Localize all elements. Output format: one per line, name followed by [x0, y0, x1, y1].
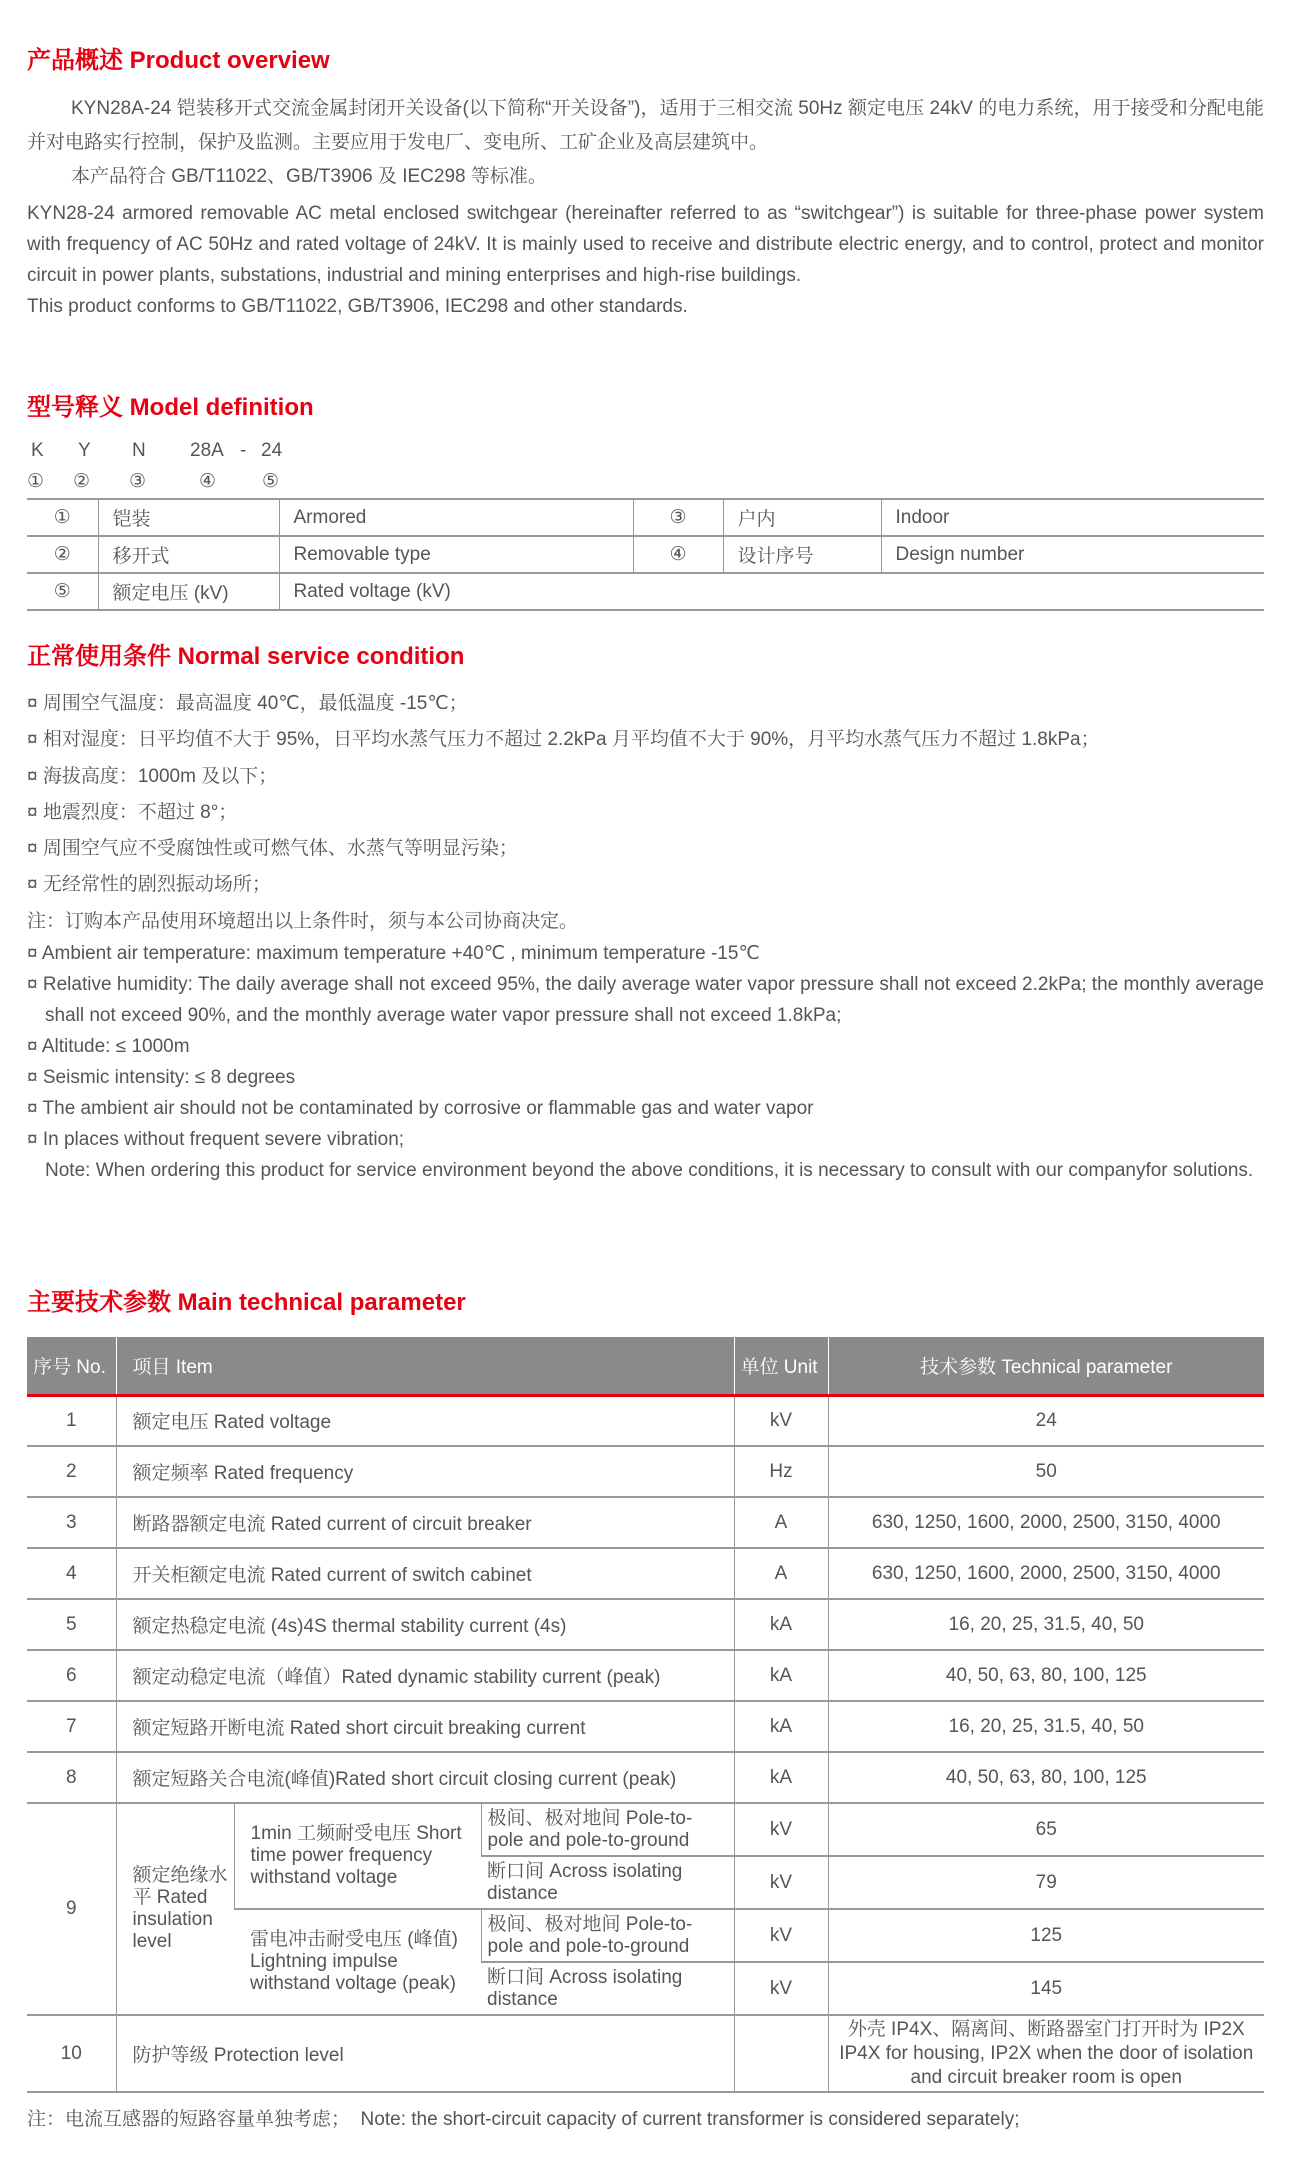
cell-no: 4 — [27, 1548, 116, 1599]
list-item: ¤ Seismic intensity: ≤ 8 degrees — [27, 1067, 296, 1088]
code-circle: ② — [73, 471, 91, 492]
list-item: ¤ Relative humidity: The daily average shall not exceed 95%, the daily average water vapor pressure shall not exceed 2.2kPa; the monthly average shall not exceed 90%, and the monthly average water vapor pressure shall not exceed 1.8kPa; — [27, 974, 1265, 1026]
code-letter: Y — [78, 440, 91, 461]
cell: ② — [27, 536, 98, 573]
code-letter: - — [240, 440, 247, 461]
cell-no: 3 — [27, 1497, 116, 1548]
cell-no: 8 — [27, 1752, 116, 1803]
cell-unit: kA — [734, 1599, 828, 1650]
cell: 户内 — [723, 499, 881, 536]
list-item: ¤ 无经常性的剧烈振动场所； — [27, 874, 271, 896]
cell: Removable type — [279, 536, 633, 573]
list-item: ¤ 海拔高度：1000m 及以下； — [27, 765, 278, 787]
cell: ① — [27, 499, 98, 536]
code-circle: ⑤ — [262, 471, 280, 492]
cell-unit: kV — [734, 1962, 828, 2015]
code-letter: 24 — [261, 440, 283, 461]
table-row — [27, 2015, 1264, 2092]
service-heading: 正常使用条件 Normal service condition — [27, 643, 465, 670]
overview-en-paragraph: KYN28-24 armored removable AC metal enclosed switchgear (hereinafter referred to as “switchgear”) is suitable for three-phase power system with frequency of AC 50Hz and rated voltage of 24kV. It is mainly used to receive and distribute electric energy, and to control, protect and monitor circuit in power plants, substations, industrial and mining enterprises and high-rise buildings. — [27, 203, 1264, 286]
cell-unit: kA — [734, 1752, 828, 1803]
cell-value: 145 — [828, 1962, 1264, 2015]
cell-unit: kV — [734, 1803, 828, 1856]
tech-heading: 主要技术参数 Main technical parameter — [27, 1289, 466, 1316]
overview-cn-standards: 本产品符合 GB/T11022、GB/T3906 及 IEC298 等标准。 — [71, 166, 547, 187]
table-row — [27, 1395, 1264, 1446]
cell-value: 外壳 IP4X、隔离间、断路器室门打开时为 IP2X IP4X for housing, IP2X when the door of isolation and circuit breaker room is open — [828, 2015, 1264, 2092]
service-cn-list — [27, 686, 1264, 940]
cell-subitem: 断口间 Across isolating distance — [481, 1962, 734, 2015]
table-row — [27, 1446, 1264, 1497]
cell-unit: kA — [734, 1701, 828, 1752]
col-header-item: 项目 Item — [116, 1337, 734, 1395]
cell-subitem: 断口间 Across isolating distance — [481, 1856, 734, 1909]
cell-item: 额定频率 Rated frequency — [116, 1446, 734, 1497]
cell: Indoor — [881, 499, 1264, 536]
cell: ④ — [633, 536, 723, 573]
cell-subgroup: 1min 工频耐受电压 Short time power frequency withstand voltage — [234, 1803, 481, 1909]
cell-item: 额定热稳定电流 (4s)4S thermal stability current (4s) — [116, 1599, 734, 1650]
table-row — [27, 536, 1264, 573]
col-header-no: 序号 No. — [27, 1337, 116, 1395]
cell-item: 额定动稳定电流（峰值）Rated dynamic stability current (peak) — [116, 1650, 734, 1701]
cell-unit: kA — [734, 1650, 828, 1701]
cell-value: 79 — [828, 1856, 1264, 1909]
cell-unit: Hz — [734, 1446, 828, 1497]
list-item: ¤ Altitude: ≤ 1000m — [27, 1036, 190, 1057]
cell-value: 50 — [828, 1446, 1264, 1497]
cell: Rated voltage (kV) — [279, 573, 1264, 610]
cell-item: 额定短路开断电流 Rated short circuit breaking current — [116, 1701, 734, 1752]
table-row — [27, 1548, 1264, 1599]
code-circle: ④ — [199, 471, 217, 492]
table-row — [27, 1497, 1264, 1548]
code-circle: ③ — [129, 471, 147, 492]
cell: ⑤ — [27, 573, 98, 610]
cell-value: 16, 20, 25, 31.5, 40, 50 — [828, 1701, 1264, 1752]
service-en-list — [27, 938, 1264, 1186]
cell-item: 额定短路关合电流(峰值)Rated short circuit closing current (peak) — [116, 1752, 734, 1803]
cell-value: 24 — [828, 1395, 1264, 1446]
cell: 移开式 — [98, 536, 279, 573]
cell-unit: kV — [734, 1909, 828, 1962]
cell-subitem: 极间、极对地间 Pole-to-pole and pole-to-ground — [481, 1909, 734, 1962]
cell: Armored — [279, 499, 633, 536]
cell-item: 额定绝缘水平 Rated insulation level — [116, 1803, 234, 2015]
cell-item: 防护等级 Protection level — [116, 2015, 734, 2092]
cell-unit: A — [734, 1548, 828, 1599]
overview-heading: 产品概述 Product overview — [27, 47, 330, 74]
cell-item: 额定电压 Rated voltage — [116, 1395, 734, 1446]
cell-unit: A — [734, 1497, 828, 1548]
list-item: ¤ In places without frequent severe vibration; — [27, 1129, 405, 1150]
cell-value: 40, 50, 63, 80, 100, 125 — [828, 1650, 1264, 1701]
cell-value: 630, 1250, 1600, 2000, 2500, 3150, 4000 — [828, 1548, 1264, 1599]
table-header — [27, 1337, 1264, 1395]
cell-no: 6 — [27, 1650, 116, 1701]
service-en-note: Note: When ordering this product for service environment beyond the above conditions, it is necessary to consult with our companyfor solutions. — [45, 1160, 1254, 1181]
list-item: ¤ 周围空气温度：最高温度 40℃，最低温度 -15℃； — [27, 693, 468, 714]
tech-note: 注：电流互感器的短路容量单独考虑； Note: the short-circuit capacity of current transformer is considered separately; — [27, 2109, 1020, 2130]
model-table — [27, 498, 1264, 611]
list-item: ¤ 相对湿度：日平均值不大于 95%，日平均水蒸气压力不超过 2.2kPa 月平均值不大于 90%，月平均水蒸气压力不超过 1.8kPa； — [27, 729, 1100, 751]
cell-no: 9 — [27, 1803, 116, 2015]
table-row — [27, 499, 1264, 536]
cell-no: 5 — [27, 1599, 116, 1650]
service-cn-note: 注：订购本产品使用环境超出以上条件时，须与本公司协商决定。 — [27, 910, 579, 932]
cell-item: 开关柜额定电流 Rated current of switch cabinet — [116, 1548, 734, 1599]
cell-unit: kV — [734, 1395, 828, 1446]
cell-value: 630, 1250, 1600, 2000, 2500, 3150, 4000 — [828, 1497, 1264, 1548]
cell-no: 1 — [27, 1395, 116, 1446]
cell-unit — [734, 2015, 828, 2092]
cell-value: 16, 20, 25, 31.5, 40, 50 — [828, 1599, 1264, 1650]
code-letter: 28A — [190, 440, 224, 461]
tech-table — [27, 1337, 1264, 2093]
col-header-unit: 单位 Unit — [734, 1337, 828, 1395]
list-item: ¤ Ambient air temperature: maximum temperature +40℃ , minimum temperature -15℃ — [27, 943, 760, 964]
cell-subgroup: 雷电冲击耐受电压 (峰值) Lightning impulse withstand voltage (peak) — [234, 1909, 481, 2015]
code-circle: ① — [27, 471, 45, 492]
list-item: ¤ 地震烈度：不超过 8°； — [27, 801, 238, 823]
code-letter: K — [31, 440, 44, 461]
code-letter: N — [132, 440, 146, 461]
table-row — [27, 1599, 1264, 1650]
cell: 设计序号 — [723, 536, 881, 573]
cell: ③ — [633, 499, 723, 536]
overview-cn-paragraph: KYN28A-24 铠装移开式交流金属封闭开关设备(以下简称“开关设备”)，适用于三相交流 50Hz 额定电压 24kV 的电力系统，用于接受和分配电能并对电路实行控制，保护及监测。主要应用于发电厂、变电所、工矿企业及高层建筑中。 — [27, 98, 1264, 153]
list-item: ¤ The ambient air should not be contaminated by corrosive or flammable gas and water vapor — [27, 1098, 814, 1119]
cell-no: 7 — [27, 1701, 116, 1752]
table-row — [27, 1803, 1264, 1856]
cell: 铠装 — [98, 499, 279, 536]
model-heading: 型号释义 Model definition — [27, 394, 314, 421]
overview-en-standards: This product conforms to GB/T11022, GB/T3906, IEC298 and other standards. — [27, 296, 688, 317]
cell-value: 65 — [828, 1803, 1264, 1856]
cell: 额定电压 (kV) — [98, 573, 279, 610]
cell-value: 125 — [828, 1909, 1264, 1962]
cell-unit: kV — [734, 1856, 828, 1909]
cell-value: 40, 50, 63, 80, 100, 125 — [828, 1752, 1264, 1803]
cell-no: 2 — [27, 1446, 116, 1497]
table-row — [27, 1650, 1264, 1701]
cell-item: 断路器额定电流 Rated current of circuit breaker — [116, 1497, 734, 1548]
table-row — [27, 1701, 1264, 1752]
list-item: ¤ 周围空气应不受腐蚀性或可燃气体、水蒸气等明显污染； — [27, 838, 518, 860]
table-row — [27, 573, 1264, 610]
cell: Design number — [881, 536, 1264, 573]
cell-subitem: 极间、极对地间 Pole-to-pole and pole-to-ground — [481, 1803, 734, 1856]
cell-no: 10 — [27, 2015, 116, 2092]
col-header-param: 技术参数 Technical parameter — [828, 1337, 1264, 1395]
table-row — [27, 1752, 1264, 1803]
